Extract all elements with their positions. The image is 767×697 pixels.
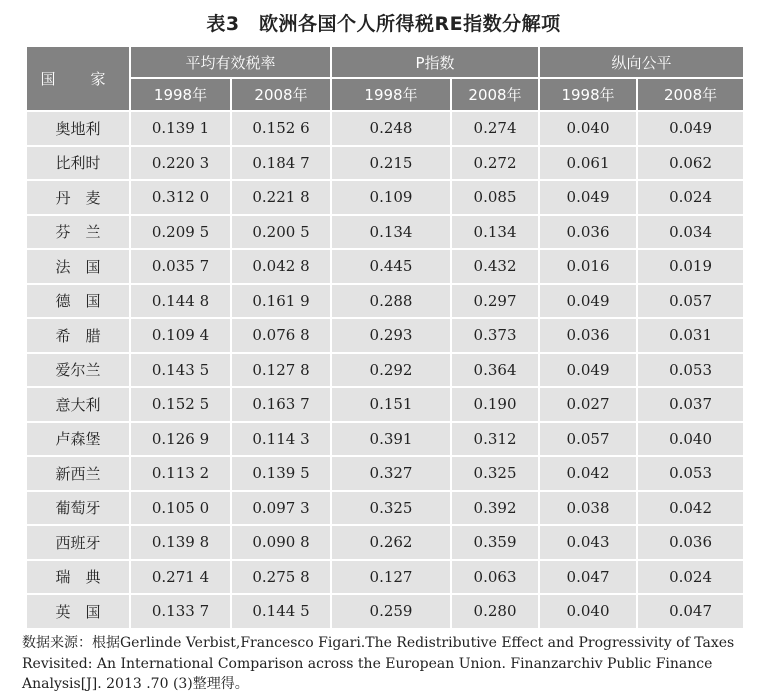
country-cell: 德 国 [27,285,131,320]
value-cell: 0.221 8 [232,181,332,216]
country-column-header: 国 家 [27,47,131,112]
value-cell: 0.036 [638,526,743,561]
table-row [27,388,743,423]
value-cell: 0.053 [638,457,743,492]
value-cell: 0.109 4 [131,319,232,354]
value-cell: 0.016 [540,250,638,285]
value-cell: 0.280 [452,595,540,630]
table-row [27,595,743,630]
value-cell: 0.057 [540,423,638,458]
value-cell: 0.126 9 [131,423,232,458]
value-cell: 0.139 5 [232,457,332,492]
value-cell: 0.062 [638,147,743,182]
value-cell: 0.184 7 [232,147,332,182]
data-source-note: 数据来源：根据Gerlinde Verbist,Francesco Figari.The Redistributive Effect and Progressivity of Taxes Revisited: An International Comparison across the European Union. Finanzarchiv Public Finance Analysis[J]. 2013 .70 (3)整理得。 [22,635,735,692]
value-cell: 0.274 [452,112,540,147]
table-row [27,147,743,182]
value-cell: 0.215 [332,147,452,182]
value-cell: 0.076 8 [232,319,332,354]
value-cell: 0.152 6 [232,112,332,147]
country-cell: 葡萄牙 [27,492,131,527]
table-row [27,250,743,285]
value-cell: 0.259 [332,595,452,630]
value-cell: 0.134 [452,216,540,251]
year-header: 1998年 [332,79,452,112]
value-cell: 0.327 [332,457,452,492]
value-cell: 0.373 [452,319,540,354]
table-body [27,112,743,630]
table-row [27,354,743,389]
country-cell: 比利时 [27,147,131,182]
value-cell: 0.063 [452,561,540,596]
value-cell: 0.109 [332,181,452,216]
group-header-p-index: P指数 [332,47,540,79]
value-cell: 0.325 [452,457,540,492]
table-row [27,285,743,320]
value-cell: 0.036 [540,216,638,251]
country-cell: 爱尔兰 [27,354,131,389]
value-cell: 0.024 [638,181,743,216]
value-cell: 0.432 [452,250,540,285]
group-header-avg-tax-rate: 平均有效税率 [131,47,332,79]
value-cell: 0.038 [540,492,638,527]
value-cell: 0.297 [452,285,540,320]
value-cell: 0.271 4 [131,561,232,596]
value-cell: 0.049 [540,285,638,320]
value-cell: 0.057 [638,285,743,320]
value-cell: 0.114 3 [232,423,332,458]
value-cell: 0.085 [452,181,540,216]
value-cell: 0.042 [638,492,743,527]
value-cell: 0.220 3 [131,147,232,182]
value-cell: 0.292 [332,354,452,389]
year-header: 2008年 [232,79,332,112]
country-cell: 法 国 [27,250,131,285]
country-cell: 西班牙 [27,526,131,561]
value-cell: 0.040 [540,595,638,630]
value-cell: 0.364 [452,354,540,389]
value-cell: 0.127 8 [232,354,332,389]
value-cell: 0.445 [332,250,452,285]
country-cell: 意大利 [27,388,131,423]
value-cell: 0.139 8 [131,526,232,561]
value-cell: 0.144 5 [232,595,332,630]
country-cell: 瑞 典 [27,561,131,596]
value-cell: 0.134 [332,216,452,251]
value-cell: 0.061 [540,147,638,182]
table-row [27,423,743,458]
table-title: 表3 欧洲各国个人所得税RE指数分解项 [206,13,561,35]
value-cell: 0.042 8 [232,250,332,285]
country-cell: 希 腊 [27,319,131,354]
value-cell: 0.053 [638,354,743,389]
table-row [27,457,743,492]
value-cell: 0.105 0 [131,492,232,527]
value-cell: 0.144 8 [131,285,232,320]
year-header: 2008年 [452,79,540,112]
country-cell: 英 国 [27,595,131,630]
value-cell: 0.209 5 [131,216,232,251]
value-cell: 0.097 3 [232,492,332,527]
table-row [27,181,743,216]
value-cell: 0.275 8 [232,561,332,596]
table-row [27,526,743,561]
value-cell: 0.037 [638,388,743,423]
value-cell: 0.042 [540,457,638,492]
value-cell: 0.163 7 [232,388,332,423]
country-cell: 新西兰 [27,457,131,492]
value-cell: 0.049 [540,181,638,216]
group-header-vertical-equity: 纵向公平 [540,47,743,79]
value-cell: 0.127 [332,561,452,596]
value-cell: 0.152 5 [131,388,232,423]
value-cell: 0.200 5 [232,216,332,251]
value-cell: 0.031 [638,319,743,354]
value-cell: 0.034 [638,216,743,251]
value-cell: 0.312 0 [131,181,232,216]
value-cell: 0.024 [638,561,743,596]
value-cell: 0.049 [540,354,638,389]
value-cell: 0.047 [540,561,638,596]
value-cell: 0.036 [540,319,638,354]
value-cell: 0.288 [332,285,452,320]
value-cell: 0.027 [540,388,638,423]
value-cell: 0.035 7 [131,250,232,285]
value-cell: 0.043 [540,526,638,561]
table-row [27,561,743,596]
value-cell: 0.392 [452,492,540,527]
value-cell: 0.133 7 [131,595,232,630]
country-cell: 奥地利 [27,112,131,147]
value-cell: 0.272 [452,147,540,182]
value-cell: 0.325 [332,492,452,527]
value-cell: 0.359 [452,526,540,561]
year-header: 2008年 [638,79,743,112]
value-cell: 0.049 [638,112,743,147]
value-cell: 0.161 9 [232,285,332,320]
country-cell: 卢森堡 [27,423,131,458]
country-cell: 芬 兰 [27,216,131,251]
data-table [27,47,743,630]
value-cell: 0.143 5 [131,354,232,389]
value-cell: 0.047 [638,595,743,630]
table-row [27,319,743,354]
value-cell: 0.293 [332,319,452,354]
value-cell: 0.040 [638,423,743,458]
value-cell: 0.262 [332,526,452,561]
table-row [27,216,743,251]
value-cell: 0.190 [452,388,540,423]
country-cell: 丹 麦 [27,181,131,216]
value-cell: 0.019 [638,250,743,285]
year-header: 1998年 [540,79,638,112]
value-cell: 0.090 8 [232,526,332,561]
value-cell: 0.151 [332,388,452,423]
value-cell: 0.040 [540,112,638,147]
value-cell: 0.391 [332,423,452,458]
value-cell: 0.113 2 [131,457,232,492]
value-cell: 0.248 [332,112,452,147]
value-cell: 0.139 1 [131,112,232,147]
table-row [27,492,743,527]
year-header: 1998年 [131,79,232,112]
value-cell: 0.312 [452,423,540,458]
table-row [27,112,743,147]
